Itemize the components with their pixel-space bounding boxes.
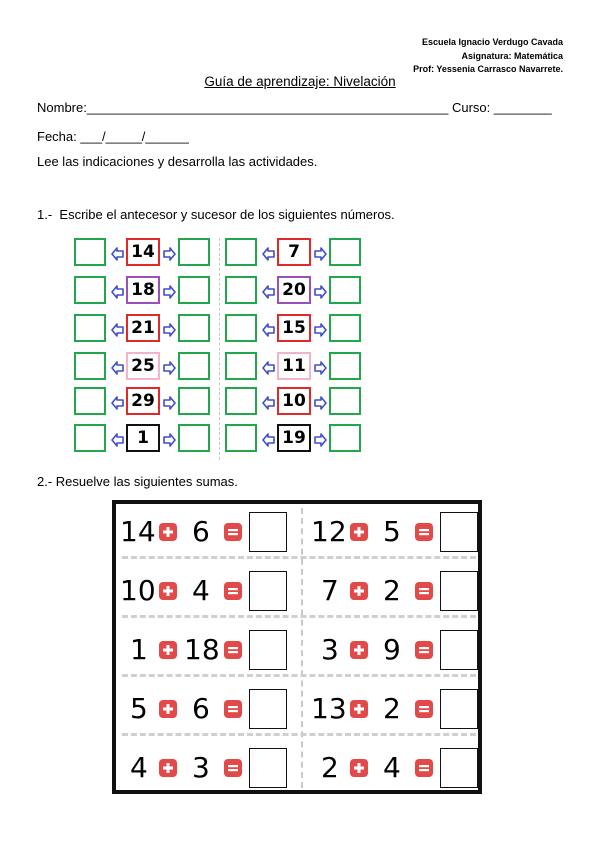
date-line[interactable]: Fecha: ___/_____/______ [37,129,189,144]
worksheet-title: Guía de aprendizaje: Nivelación [204,74,396,89]
equals-icon [224,582,242,600]
exercise1-title: 1.- Escribe el antecesor y sucesor de los siguientes números. [37,207,395,222]
right-arrow-icon [314,396,327,415]
left-arrow-icon [111,396,124,415]
right-arrow-icon [163,361,176,380]
addition-problem [118,628,298,672]
plus-icon [159,700,177,718]
left-arrow-icon [111,323,124,342]
left-arrow-icon [262,285,275,304]
addend-first: 1 [130,633,148,666]
right-arrow-icon [163,247,176,266]
left-arrow-icon [262,396,275,415]
right-arrow-icon [163,285,176,304]
plus-icon [159,759,177,777]
row-separator [122,556,476,559]
successor-answer-box[interactable] [178,276,210,304]
exercise2-title: 2.- Resuelve las siguientes sumas. [37,474,238,489]
right-arrow-icon [163,323,176,342]
successor-answer-box[interactable] [178,314,210,342]
successor-answer-box[interactable] [329,276,361,304]
sum-answer-box[interactable] [440,630,478,670]
given-number: 1 [126,424,160,452]
addition-problem [118,569,298,613]
equals-icon [224,759,242,777]
addend-second: 3 [192,751,210,784]
equals-icon [415,582,433,600]
addend-first: 5 [130,692,148,725]
row-separator [122,674,476,677]
equals-icon [224,700,242,718]
additions-panel [112,500,482,794]
addend-first: 12 [311,515,347,548]
addend-second: 4 [192,574,210,607]
sum-answer-box[interactable] [249,571,287,611]
sum-answer-box[interactable] [249,689,287,729]
plus-icon [350,582,368,600]
given-number: 18 [126,276,160,304]
successor-answer-box[interactable] [329,424,361,452]
equals-icon [415,759,433,777]
successor-answer-box[interactable] [329,238,361,266]
left-arrow-icon [262,323,275,342]
addend-second: 2 [383,692,401,725]
predecessor-answer-box[interactable] [74,314,106,342]
addition-problem [118,510,298,554]
given-number: 11 [277,352,311,380]
addend-first: 10 [120,574,156,607]
predecessor-successor-grid [72,236,362,462]
plus-icon [159,582,177,600]
left-arrow-icon [111,247,124,266]
addend-first: 13 [311,692,347,725]
teacher-label: Prof: Yessenia Carrasco Navarrete. [413,64,563,74]
sum-answer-box[interactable] [440,571,478,611]
row-separator [122,733,476,736]
left-arrow-icon [111,285,124,304]
addend-second: 6 [192,692,210,725]
successor-answer-box[interactable] [178,352,210,380]
subject-label: Asignatura: Matemática [461,50,563,61]
right-arrow-icon [314,285,327,304]
plus-icon [159,523,177,541]
plus-icon [350,523,368,541]
predecessor-answer-box[interactable] [225,387,257,415]
sum-answer-box[interactable] [249,512,287,552]
addition-problem [309,746,489,790]
successor-answer-box[interactable] [178,387,210,415]
predecessor-answer-box[interactable] [74,276,106,304]
addend-second: 9 [383,633,401,666]
successor-answer-box[interactable] [178,238,210,266]
predecessor-answer-box[interactable] [225,352,257,380]
given-number: 10 [277,387,311,415]
sum-answer-box[interactable] [440,689,478,729]
plus-icon [350,700,368,718]
given-number: 14 [126,238,160,266]
right-arrow-icon [314,361,327,380]
addition-problem [309,687,489,731]
instructions-text: Lee las indicaciones y desarrolla las actividades. [37,154,318,169]
row-separator [122,615,476,618]
additions-column-divider [301,508,303,788]
left-arrow-icon [111,433,124,452]
plus-icon [350,641,368,659]
addend-first: 3 [321,633,339,666]
predecessor-answer-box[interactable] [74,387,106,415]
addition-problem [309,510,489,554]
given-number: 21 [126,314,160,342]
given-number: 29 [126,387,160,415]
predecessor-answer-box[interactable] [74,238,106,266]
given-number: 7 [277,238,311,266]
school-name: Escuela Ignacio Verdugo Cavada [421,37,563,47]
right-arrow-icon [163,396,176,415]
addition-problem [118,687,298,731]
addend-first: 14 [120,515,156,548]
plus-icon [159,641,177,659]
equals-icon [415,700,433,718]
sum-answer-box[interactable] [249,748,287,788]
addend-second: 5 [383,515,401,548]
addend-second: 6 [192,515,210,548]
sum-answer-box[interactable] [440,748,478,788]
name-course-line[interactable]: Nombre:__________________________________________________ Curso: ________ [37,100,552,115]
right-arrow-icon [314,247,327,266]
school-header [413,36,563,77]
addend-second: 18 [184,633,220,666]
predecessor-answer-box[interactable] [225,424,257,452]
predecessor-answer-box[interactable] [74,352,106,380]
addition-problem [309,628,489,672]
given-number: 15 [277,314,311,342]
right-arrow-icon [314,323,327,342]
predecessor-answer-box[interactable] [74,424,106,452]
left-arrow-icon [262,433,275,452]
successor-answer-box[interactable] [329,387,361,415]
sum-answer-box[interactable] [249,630,287,670]
left-arrow-icon [262,361,275,380]
successor-answer-box[interactable] [329,352,361,380]
addend-first: 4 [130,751,148,784]
addend-first: 2 [321,751,339,784]
addend-second: 2 [383,574,401,607]
addend-first: 7 [321,574,339,607]
given-number: 25 [126,352,160,380]
given-number: 19 [277,424,311,452]
equals-icon [415,641,433,659]
addition-problem [309,569,489,613]
grid-divider [219,238,220,460]
predecessor-answer-box[interactable] [225,276,257,304]
right-arrow-icon [163,433,176,452]
addition-problem [118,746,298,790]
given-number: 20 [277,276,311,304]
successor-answer-box[interactable] [329,314,361,342]
predecessor-answer-box[interactable] [225,314,257,342]
predecessor-answer-box[interactable] [225,238,257,266]
equals-icon [415,523,433,541]
plus-icon [350,759,368,777]
right-arrow-icon [314,433,327,452]
sum-answer-box[interactable] [440,512,478,552]
successor-answer-box[interactable] [178,424,210,452]
left-arrow-icon [111,361,124,380]
addend-second: 4 [383,751,401,784]
equals-icon [224,641,242,659]
equals-icon [224,523,242,541]
left-arrow-icon [262,247,275,266]
